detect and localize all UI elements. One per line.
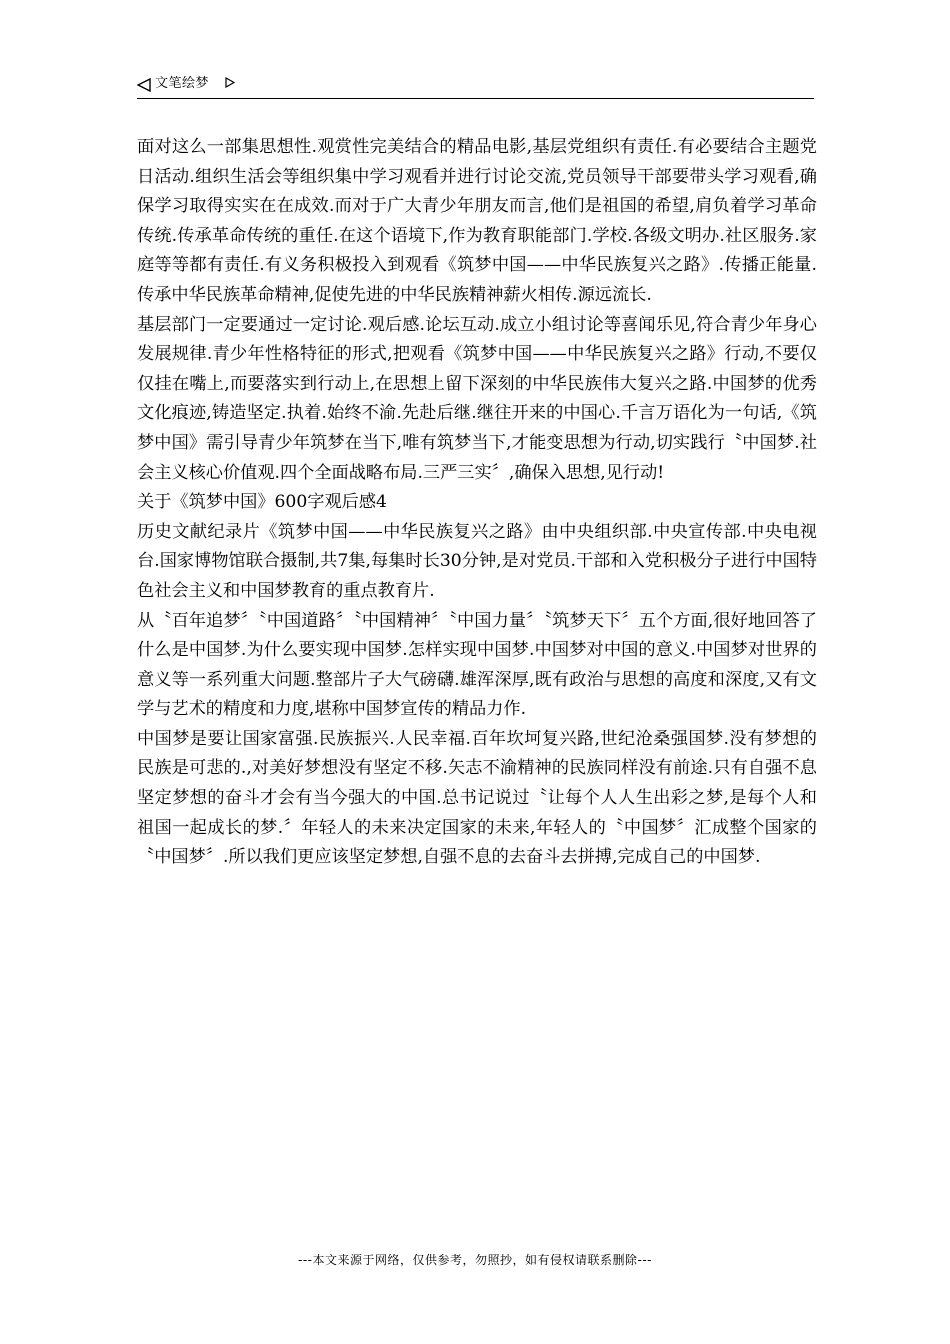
paragraph: 历史文献纪录片《筑梦中国——中华民族复兴之路》由中央组织部.中央宣传部.中央电视台.国家博物馆联合摄制,共7集,每集时长30分钟,是对党员.干部和入党积极分子进行中国特色社会主义和中国梦教育的重点教育片. bbox=[137, 521, 817, 601]
paragraph: 从〝百年追梦〞〝中国道路〞〝中国精神〞〝中国力量〞〝筑梦天下〞五个方面,很好地回答了什么是中国梦.为什么要实现中国梦.怎样实现中国梦.中国梦对中国的意义.中国梦对世界的意义等一系列重大问题.整部片子大气磅礴.雄浑深厚,既有政治与思想的高度和深度,又有文学与艺术的精度和力度,堪称中国梦宣传的精品力作. bbox=[137, 610, 817, 720]
footer-notice: ---本文来源于网络，仅供参考，勿照抄，如有侵权请联系删除--- bbox=[298, 1253, 652, 1267]
triangle-left-icon bbox=[137, 78, 151, 92]
document-body bbox=[137, 133, 817, 873]
paragraph: 面对这么一部集思想性.观赏性完美结合的精品电影,基层党组织有责任.有必要结合主题党日活动.组织生活会等组织集中学习观看并进行讨论交流,党员领导干部要带头学习观看,确保学习取得实实在在成效.而对于广大青少年朋友而言,他们是祖国的希望,肩负着学习革命传统.传承革命传统的重任.在这个语境下,作为教育职能部门.学校.各级文明办.社区服务.家庭等等都有责任.有义务积极投入到观看《筑梦中国——中华民族复兴之路》.传播正能量.传承中华民族革命精神,促使先进的中华民族精神薪火相传.源远流长. bbox=[137, 137, 817, 305]
header-title: 文笔绘梦 bbox=[155, 76, 210, 91]
triangle-right-icon bbox=[225, 77, 235, 88]
section-heading: 关于《筑梦中国》600字观后感4 bbox=[137, 492, 387, 513]
paragraph: 中国梦是要让国家富强.民族振兴.人民幸福.百年坎坷复兴路,世纪沧桑强国梦.没有梦想的民族是可悲的.,对美好梦想没有坚定不移.矢志不渝精神的民族同样没有前途.只有自强不息坚定梦想的奋斗才会有当今强大的中国.总书记说过〝让每个人人生出彩之梦,是每个人和祖国一起成长的梦.〞年轻人的未来决定国家的未来,年轻人的〝中国梦〞汇成整个国家的〝中国梦〞.所以我们更应该坚定梦想,自强不息的去奋斗去拼搏,完成自己的中国梦. bbox=[137, 728, 817, 868]
page-header bbox=[137, 74, 814, 99]
paragraph: 基层部门一定要通过一定讨论.观后感.论坛互动.成立小组讨论等喜闻乐见,符合青少年身心发展规律.青少年性格特征的形式,把观看《筑梦中国——中华民族复兴之路》行动,不要仅仅挂在嘴上,而要落实到行动上,在思想上留下深刻的中华民族伟大复兴之路.中国梦的优秀文化痕迹,铸造坚定.执着.始终不渝.先赴后继.继往开来的中国心.千言万语化为一句话,《筑梦中国》需引导青少年筑梦在当下,唯有筑梦当下,才能变思想为行动,切实践行〝中国梦.社会主义核心价值观.四个全面战略布局.三严三实〞,确保入思想,见行动! bbox=[137, 314, 817, 483]
